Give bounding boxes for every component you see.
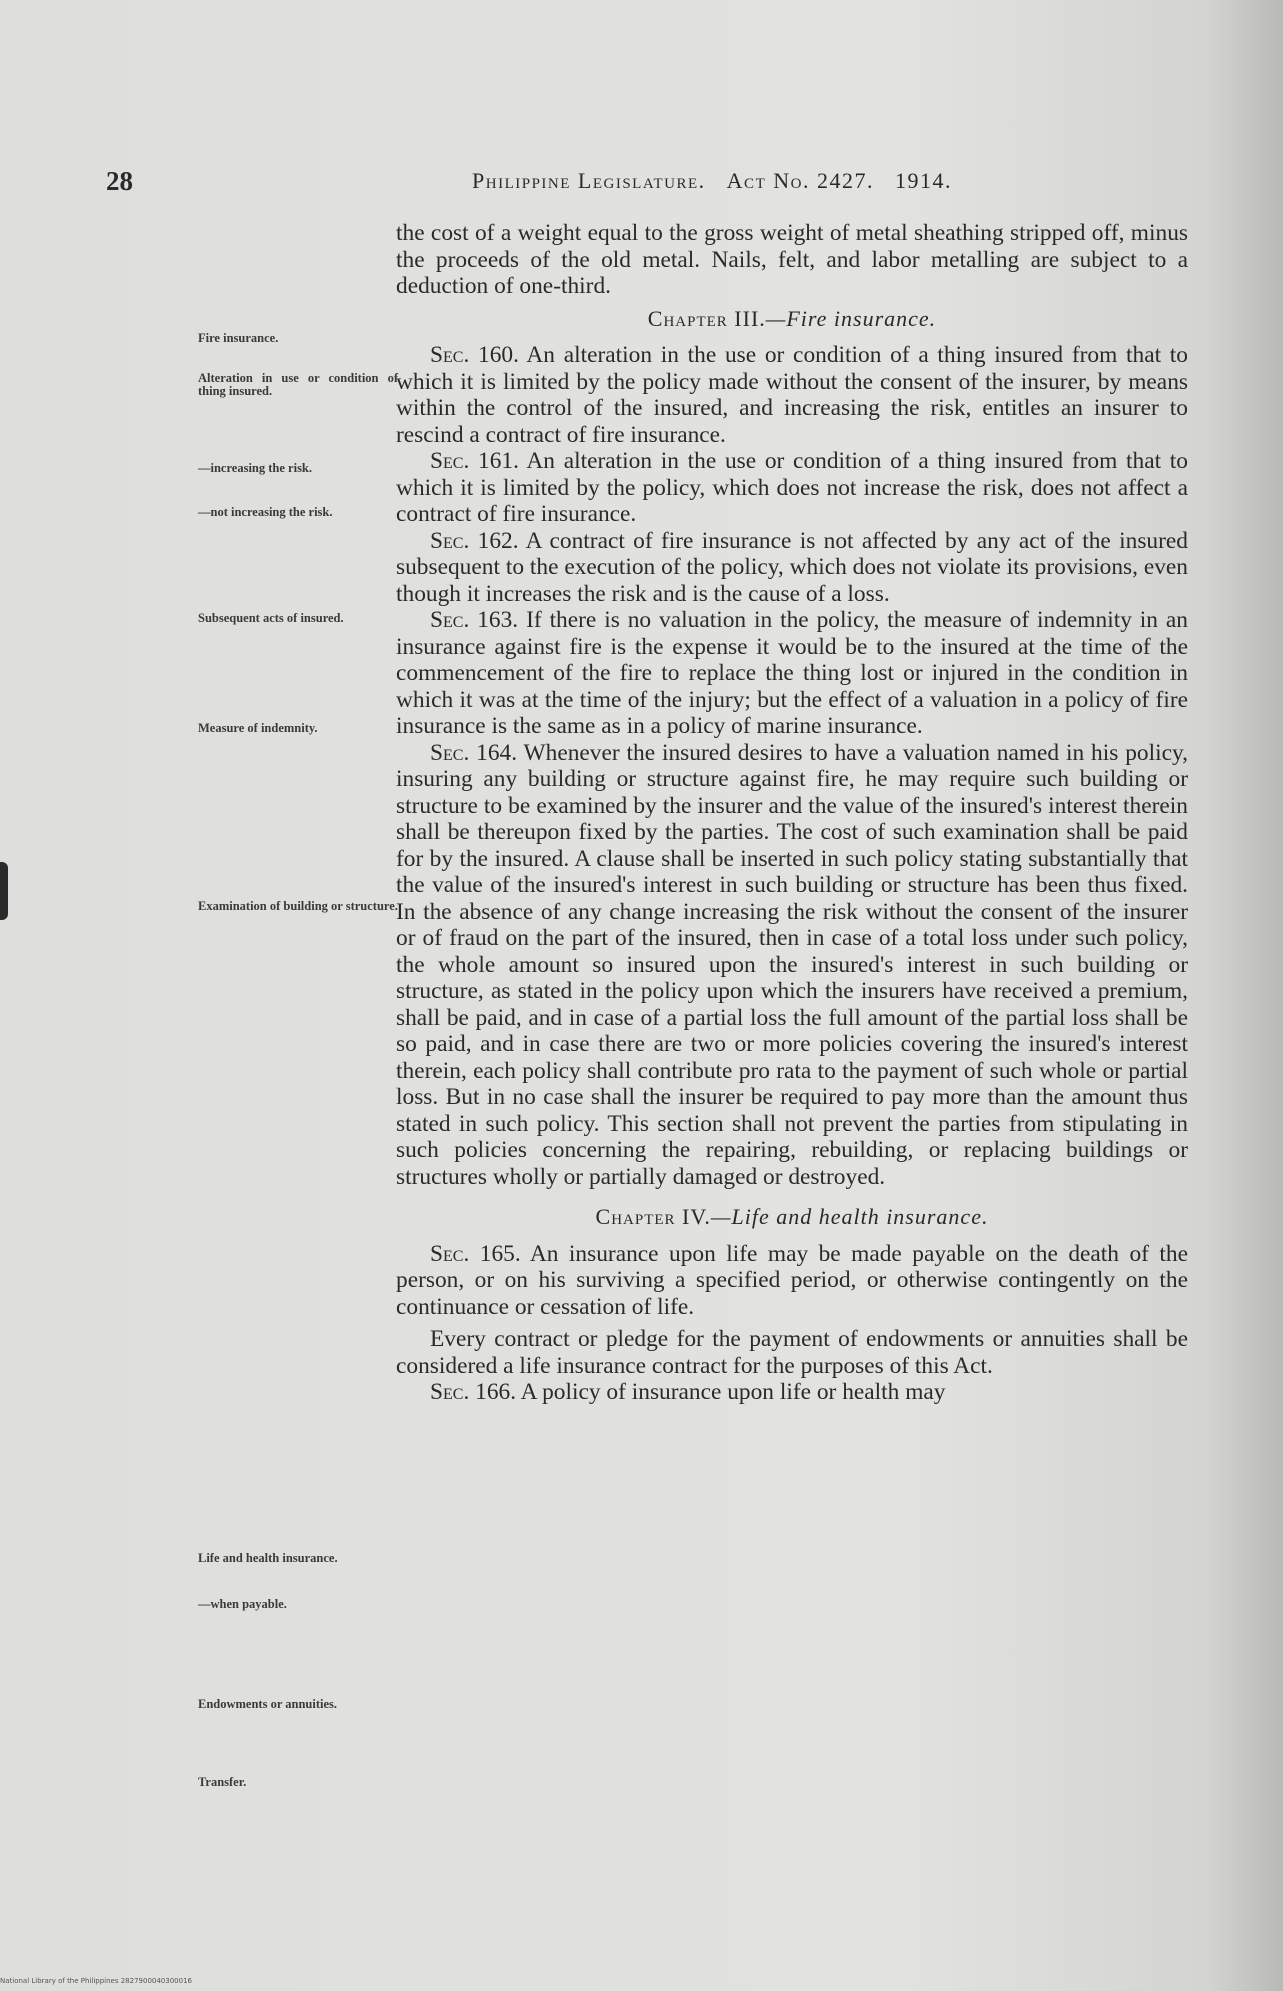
margin-note-measure-of-indemnity: Measure of indemnity. [198, 721, 318, 735]
running-head-legislature: Philippine Legislature. [472, 168, 706, 193]
chapter-4-heading [396, 1204, 1188, 1231]
chapter-3-heading [396, 306, 1188, 333]
section-160-text: An alteration in the use or condition of a thing insured from that to which it is limited by the policy made without the consent of the insurer, by means within the control of the insured, and increasing the risk, entitles an insurer to rescind a contract of fire insurance. [396, 342, 1188, 448]
section-164-number: Sec. 164. [430, 739, 518, 766]
running-head-act: Act No. 2427. [726, 168, 874, 193]
margin-note-transfer: Transfer. [198, 1775, 247, 1789]
margin-note-not-increasing-risk: —not increasing the risk. [198, 505, 333, 519]
section-162 [396, 528, 1188, 608]
chapter-4-title: —Life and health insurance. [710, 1204, 989, 1229]
margin-note-endowments: Endowments or annuities. [198, 1697, 338, 1711]
chapter-4-label: Chapter IV. [595, 1204, 711, 1229]
section-166 [396, 1379, 1188, 1406]
margin-note-subsequent-acts: Subsequent acts of insured. [198, 611, 344, 625]
margin-note-examination: Examination of building or structure. [198, 899, 398, 913]
section-161-text: An alteration in the use or condition of a thing insured from that to which it is limited by the policy, which does not increase the risk, does not affect a contract of fire insurance. [396, 448, 1188, 527]
margin-note-fire-insurance: Fire insurance. [198, 331, 279, 345]
section-160-number: Sec. 160. [430, 342, 519, 368]
endowments-paragraph: Every contract or pledge for the payment of endowments or annuities shall be considered a life insurance contract for the purposes of this Act. [396, 1326, 1188, 1379]
section-161 [396, 448, 1188, 528]
section-166-number: Sec. 166. [430, 1379, 517, 1405]
chapter-3-title: —Fire insurance. [765, 305, 937, 331]
section-163-text: If there is no valuation in the policy, the measure of indemnity in an insurance against fire is the expense it would be to the insured at the time of the commencement of the fire to replace the thing lost or injured in the condition in which it was at the time of the injury; but the effect of a valuation in a policy of fire insurance is the same as in a policy of marine insurance. [396, 607, 1188, 739]
running-head [472, 168, 1132, 194]
section-163 [396, 607, 1188, 740]
margin-note-alteration: Alteration in use or condition of thing insured. [198, 371, 398, 398]
section-165-text: An insurance upon life may be made payable on the death of the person, or on his surviving a specified period, or otherwise contingently on the continuance or cessation of life. [396, 1240, 1188, 1320]
margin-note-increasing-risk: —increasing the risk. [198, 461, 313, 475]
section-166-text: A policy of insurance upon life or health may [516, 1379, 946, 1405]
running-head-year: 1914. [894, 168, 952, 193]
margin-note-when-payable: —when payable. [198, 1597, 287, 1611]
section-165 [396, 1241, 1188, 1321]
section-162-text: A contract of fire insurance is not affected by any act of the insured subsequent to the execution of the policy, which does not violate its provisions, even though it increases the risk and is the cause of a loss. [396, 527, 1188, 607]
section-163-number: Sec. 163. [430, 607, 519, 633]
section-165-number: Sec. 165. [430, 1240, 521, 1267]
main-text [396, 220, 1188, 1406]
section-162-number: Sec. 162. [430, 527, 519, 554]
scan-attribution: National Library of the Philippines 2827900040300016 [0, 1977, 192, 1985]
page-number: 28 [106, 166, 133, 196]
section-161-number: Sec. 161. [430, 448, 519, 474]
margin-note-life-health: Life and health insurance. [198, 1551, 338, 1565]
section-160 [396, 342, 1188, 448]
section-164-text: Whenever the insured desires to have a valuation named in his policy, insuring any building or structure against fire, he may require such building or structure to be examined by the insurer and the value of the insured's interest therein shall be thereupon fixed by the parties. The cost of such examination shall be paid for by the insured. A clause shall be inserted in such policy stating substantially that the value of the insured's interest in such building or structure has been thus fixed. In the absence of any change increasing the risk without the consent of the insurer or of fraud on the part of the insured, then in case of a total loss under such policy, the whole amount so insured upon the insured's interest in such building or structure, as stated in the policy upon which the insurers have received a premium, shall be paid, and in case of a partial loss the full amount of the partial loss shall be so paid, and in case there are two or more policies covering the insured's interest therein, each policy shall contribute pro rata to the payment of such whole or partial loss. But in no case shall the insurer be required to pay more than the amount thus stated in such policy. This section shall not prevent the parties from stipulating in such policies concerning the repairing, rebuilding, or replacing buildings or structures wholly or partially damaged or destroyed. [396, 739, 1188, 1190]
intro-paragraph: the cost of a weight equal to the gross weight of metal sheathing stripped off, minus the proceeds of the old metal. Nails, felt, and labor metalling are subject to a deduction of one-third. [396, 220, 1188, 299]
section-164 [396, 740, 1188, 1191]
chapter-3-label: Chapter III. [647, 305, 766, 331]
scan-edge-mark [0, 862, 8, 920]
